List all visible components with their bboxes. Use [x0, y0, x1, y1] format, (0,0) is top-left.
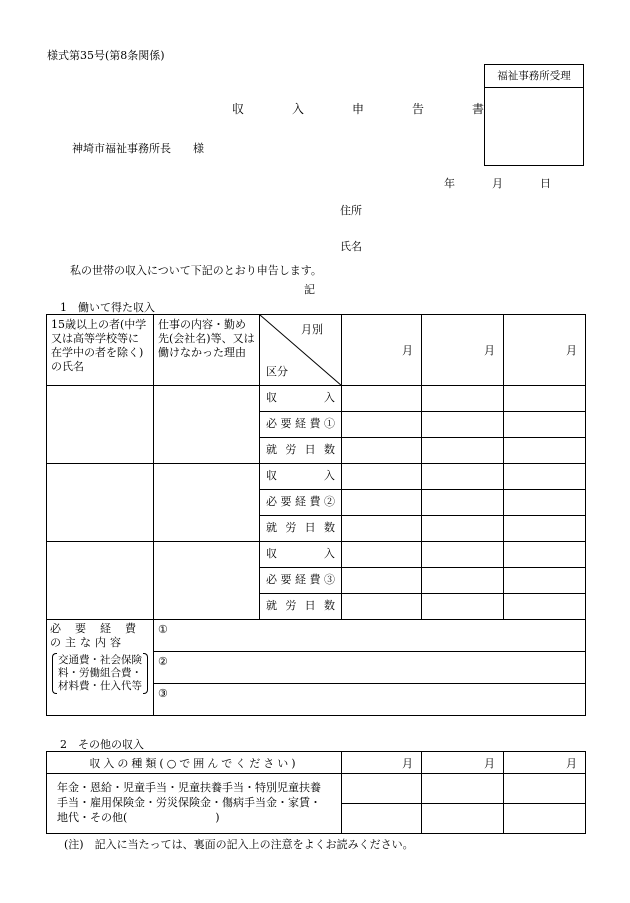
value-cell[interactable] — [342, 804, 422, 834]
row-workdays-label: 就労日数 — [260, 516, 342, 542]
expense-title-cell — [47, 620, 154, 716]
value-cell[interactable] — [342, 568, 422, 594]
value-cell[interactable] — [422, 774, 504, 804]
expense-line-1[interactable] — [154, 620, 586, 652]
row-expense-label: 必要経費② — [260, 490, 342, 516]
note: (注) 記入に当たっては、裏面の記入上の注意をよくお読みください。 — [64, 838, 414, 851]
value-cell[interactable] — [504, 568, 586, 594]
expense-title-line1 — [50, 622, 150, 636]
value-cell[interactable] — [504, 516, 586, 542]
value-cell[interactable] — [422, 516, 504, 542]
value-cell[interactable] — [504, 804, 586, 834]
col-person-header: 15歳以上の者(中学又は高等学校等に在学中の者を除く)の氏名 — [47, 315, 154, 386]
value-cell[interactable] — [422, 386, 504, 412]
row-income-label: 収入 — [260, 386, 342, 412]
expense-title-line2: の主な内容 — [50, 636, 125, 649]
value-cell[interactable] — [504, 386, 586, 412]
form-number: 様式第35号(第8条関係) — [47, 49, 165, 62]
row-income-label: 収入 — [260, 542, 342, 568]
month-header-1: 月 — [342, 315, 422, 386]
expense-line-2[interactable] — [154, 652, 586, 684]
value-cell[interactable] — [342, 594, 422, 620]
expense-mark-1: ① — [158, 623, 168, 636]
expense-examples: 交通費・社会保険料・労働組合費・材料費・仕入代等 — [52, 653, 148, 694]
value-cell[interactable] — [342, 438, 422, 464]
date-month: 月 — [492, 177, 503, 190]
row-expense-label: 必要経費① — [260, 412, 342, 438]
reception-box-label: 福祉事務所受理 — [485, 65, 583, 88]
month-header-2: 月 — [422, 315, 504, 386]
month-header-3: 月 — [504, 315, 586, 386]
person-name-field-1[interactable] — [47, 386, 154, 464]
row-workdays-label: 就労日数 — [260, 594, 342, 620]
section1-heading: 1 働いて得た収入 — [60, 301, 155, 314]
name-label: 氏名 — [340, 240, 362, 253]
page-title: 収 入 申 告 書 — [232, 102, 503, 116]
person-name-field-2[interactable] — [47, 464, 154, 542]
value-cell[interactable] — [422, 568, 504, 594]
type-header: 収入の種類(○で囲んでください) — [47, 752, 342, 774]
date-day: 日 — [540, 177, 551, 190]
month-header-2: 月 — [422, 752, 504, 774]
value-cell[interactable] — [342, 542, 422, 568]
value-cell[interactable] — [342, 386, 422, 412]
job-field-1[interactable] — [154, 386, 260, 464]
job-field-3[interactable] — [154, 542, 260, 620]
expense-title-text-1: 必要経費 — [50, 622, 150, 635]
value-cell[interactable] — [422, 412, 504, 438]
date-year: 年 — [444, 177, 455, 190]
value-cell[interactable] — [422, 438, 504, 464]
row-income-label: 収入 — [260, 464, 342, 490]
row-workdays-label: 就労日数 — [260, 438, 342, 464]
job-field-2[interactable] — [154, 464, 260, 542]
value-cell[interactable] — [504, 490, 586, 516]
col-job-header: 仕事の内容・勤め先(会社名)等、又は働けなかった理由 — [154, 315, 260, 386]
value-cell[interactable] — [422, 542, 504, 568]
section2-heading: 2 その他の収入 — [60, 738, 144, 751]
value-cell[interactable] — [422, 464, 504, 490]
month-label: 月別 — [301, 323, 323, 336]
value-cell[interactable] — [342, 464, 422, 490]
value-cell[interactable] — [422, 804, 504, 834]
expense-mark-3: ③ — [158, 687, 168, 700]
diagonal-header — [260, 315, 342, 386]
other-income-table — [46, 751, 586, 834]
value-cell[interactable] — [504, 464, 586, 490]
value-cell[interactable] — [504, 412, 586, 438]
address-label: 住所 — [340, 204, 362, 217]
month-header-1: 月 — [342, 752, 422, 774]
month-header-3: 月 — [504, 752, 586, 774]
row-expense-label: 必要経費③ — [260, 568, 342, 594]
value-cell[interactable] — [504, 594, 586, 620]
value-cell[interactable] — [342, 490, 422, 516]
value-cell[interactable] — [342, 412, 422, 438]
work-income-table — [46, 314, 586, 716]
declaration: 私の世帯の収入について下記のとおり申告します。 — [70, 264, 322, 277]
value-cell[interactable] — [342, 516, 422, 542]
expense-mark-2: ② — [158, 655, 168, 668]
value-cell[interactable] — [504, 542, 586, 568]
category-label: 区分 — [266, 365, 288, 378]
value-cell[interactable] — [504, 438, 586, 464]
expense-line-3[interactable] — [154, 684, 586, 716]
value-cell[interactable] — [342, 774, 422, 804]
value-cell[interactable] — [504, 774, 586, 804]
addressee: 神埼市福祉事務所長 様 — [72, 142, 204, 155]
value-cell[interactable] — [422, 490, 504, 516]
ki-mark: 記 — [304, 283, 315, 296]
value-cell[interactable] — [422, 594, 504, 620]
person-name-field-3[interactable] — [47, 542, 154, 620]
income-types[interactable]: 年金・恩給・児童手当・児童扶養手当・特別児童扶養手当・雇用保険金・労災保険金・傷病手当金・家賃・地代・その他( ) — [47, 774, 342, 834]
